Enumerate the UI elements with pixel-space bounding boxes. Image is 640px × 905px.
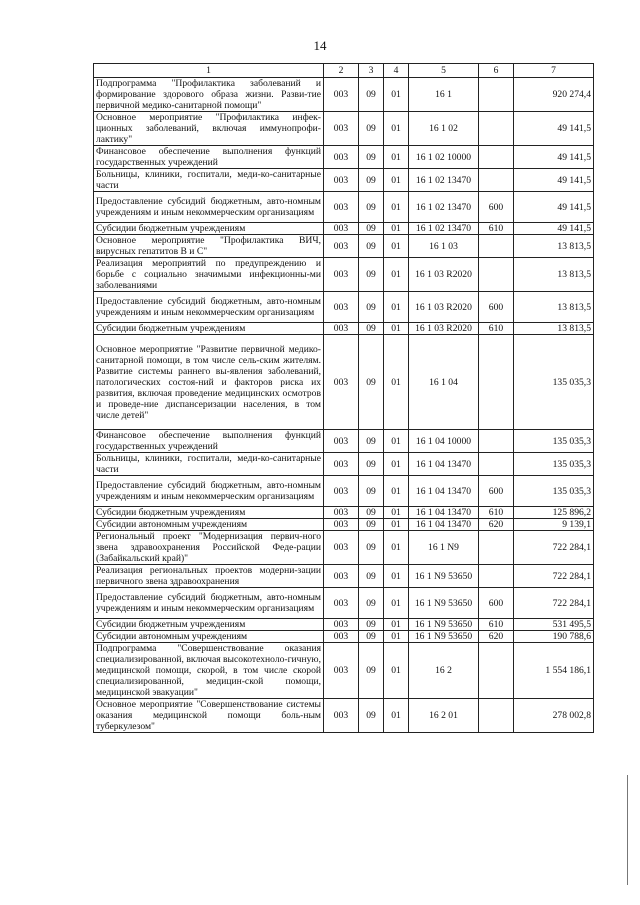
- cell-section: 09: [359, 112, 384, 146]
- row-name: Основное мероприятие "Профилактика инфек-ционных заболеваний, включая иммунопрофи-лактику": [94, 112, 324, 146]
- cell-amount: 49 141,5: [514, 223, 594, 235]
- cell-target-article: 16 1 03 R2020: [409, 258, 479, 292]
- cell-amount: 135 035,3: [514, 430, 594, 453]
- page-number: 14: [313, 38, 327, 53]
- cell-section: 09: [359, 258, 384, 292]
- row-name: Больницы, клиники, госпитали, меди-ко-санитарные части: [94, 453, 324, 476]
- cell-section: 09: [359, 519, 384, 531]
- cell-section: 09: [359, 430, 384, 453]
- cell-subsection: 01: [384, 507, 409, 519]
- cell-subsection: 01: [384, 169, 409, 192]
- cell-subsection: 01: [384, 519, 409, 531]
- cell-ministry: 003: [324, 146, 359, 169]
- table-row: [94, 335, 594, 430]
- cell-subsection: 01: [384, 531, 409, 565]
- cell-section: 09: [359, 643, 384, 699]
- row-name: Субсидии бюджетным учреждениям: [94, 507, 324, 519]
- budget-table: [93, 63, 594, 733]
- cell-ministry: 003: [324, 643, 359, 699]
- cell-section: 09: [359, 323, 384, 335]
- cell-ministry: 003: [324, 192, 359, 223]
- cell-target-article: 16 1: [409, 78, 479, 112]
- cell-subsection: 01: [384, 588, 409, 619]
- column-header: 3: [359, 64, 384, 78]
- table-row: [94, 235, 594, 258]
- cell-section: 09: [359, 588, 384, 619]
- cell-ministry: 003: [324, 78, 359, 112]
- cell-expense-type: 600: [479, 192, 514, 223]
- table-row: [94, 476, 594, 507]
- cell-section: 09: [359, 169, 384, 192]
- column-header: 5: [409, 64, 479, 78]
- cell-section: 09: [359, 335, 384, 430]
- cell-target-article: 16 1 02 13470: [409, 223, 479, 235]
- cell-ministry: 003: [324, 112, 359, 146]
- cell-section: 09: [359, 507, 384, 519]
- cell-amount: 920 274,4: [514, 78, 594, 112]
- cell-ministry: 003: [324, 631, 359, 643]
- cell-section: 09: [359, 631, 384, 643]
- scan-margin-line: [627, 775, 628, 885]
- cell-expense-type: [479, 699, 514, 733]
- cell-amount: 49 141,5: [514, 112, 594, 146]
- cell-ministry: 003: [324, 453, 359, 476]
- cell-subsection: 01: [384, 235, 409, 258]
- cell-target-article: 16 1 03: [409, 235, 479, 258]
- row-name: Субсидии автономным учреждениям: [94, 631, 324, 643]
- cell-expense-type: 610: [479, 323, 514, 335]
- cell-subsection: 01: [384, 643, 409, 699]
- cell-section: 09: [359, 699, 384, 733]
- column-header: 4: [384, 64, 409, 78]
- cell-section: 09: [359, 531, 384, 565]
- table-row: [94, 223, 594, 235]
- table-row: [94, 112, 594, 146]
- table-row: [94, 619, 594, 631]
- row-name: Субсидии бюджетным учреждениям: [94, 223, 324, 235]
- cell-ministry: 003: [324, 235, 359, 258]
- cell-subsection: 01: [384, 430, 409, 453]
- cell-target-article: 16 1 04: [409, 335, 479, 430]
- cell-section: 09: [359, 192, 384, 223]
- cell-amount: 722 284,1: [514, 588, 594, 619]
- cell-subsection: 01: [384, 453, 409, 476]
- cell-target-article: 16 1 02: [409, 112, 479, 146]
- table-row: [94, 323, 594, 335]
- cell-section: 09: [359, 146, 384, 169]
- row-name: Финансовое обеспечение выполнения функций государственных учреждений: [94, 430, 324, 453]
- header-row: [94, 64, 594, 78]
- table-row: [94, 78, 594, 112]
- cell-ministry: 003: [324, 699, 359, 733]
- cell-expense-type: 600: [479, 476, 514, 507]
- table-row: [94, 519, 594, 531]
- cell-expense-type: [479, 258, 514, 292]
- cell-ministry: 003: [324, 335, 359, 430]
- cell-target-article: 16 1 N9 53650: [409, 565, 479, 588]
- cell-expense-type: 600: [479, 588, 514, 619]
- cell-subsection: 01: [384, 258, 409, 292]
- cell-target-article: 16 1 04 13470: [409, 507, 479, 519]
- table-row: [94, 565, 594, 588]
- cell-ministry: 003: [324, 565, 359, 588]
- column-header: 2: [324, 64, 359, 78]
- cell-amount: 49 141,5: [514, 169, 594, 192]
- cell-target-article: 16 1 04 13470: [409, 519, 479, 531]
- table-row: [94, 453, 594, 476]
- column-header: 6: [479, 64, 514, 78]
- cell-amount: 722 284,1: [514, 565, 594, 588]
- cell-target-article: 16 2: [409, 643, 479, 699]
- table-row: [94, 507, 594, 519]
- table-row: [94, 699, 594, 733]
- cell-section: 09: [359, 78, 384, 112]
- cell-subsection: 01: [384, 699, 409, 733]
- cell-expense-type: [479, 235, 514, 258]
- table-row: [94, 631, 594, 643]
- cell-subsection: 01: [384, 476, 409, 507]
- cell-expense-type: [479, 335, 514, 430]
- cell-expense-type: [479, 430, 514, 453]
- cell-expense-type: 600: [479, 292, 514, 323]
- cell-ministry: 003: [324, 476, 359, 507]
- cell-amount: 135 035,3: [514, 476, 594, 507]
- table-row: [94, 169, 594, 192]
- row-name: Субсидии бюджетным учреждениям: [94, 619, 324, 631]
- cell-target-article: 16 2 01: [409, 699, 479, 733]
- cell-subsection: 01: [384, 631, 409, 643]
- cell-amount: 190 788,6: [514, 631, 594, 643]
- table-body: [94, 78, 594, 733]
- row-name: Финансовое обеспечение выполнения функций государственных учреждений: [94, 146, 324, 169]
- cell-ministry: 003: [324, 519, 359, 531]
- cell-amount: 135 035,3: [514, 335, 594, 430]
- cell-subsection: 01: [384, 619, 409, 631]
- cell-section: 09: [359, 476, 384, 507]
- cell-amount: 1 554 186,1: [514, 643, 594, 699]
- cell-target-article: 16 1 02 10000: [409, 146, 479, 169]
- table-row: [94, 643, 594, 699]
- cell-expense-type: [479, 169, 514, 192]
- cell-ministry: 003: [324, 619, 359, 631]
- row-name: Основное мероприятие "Развитие первичной медико-санитарной помощи, в том числе сель-ским жителям. Развитие системы раннего вы-явления заболеваний, патологических состоя-ний и факторов риска их развития, включая проведение медицинских осмотров и проведе-ние диспансеризации населения, в том числе детей": [94, 335, 324, 430]
- cell-target-article: 16 1 03 R2020: [409, 292, 479, 323]
- cell-expense-type: [479, 531, 514, 565]
- cell-subsection: 01: [384, 292, 409, 323]
- cell-amount: 49 141,5: [514, 146, 594, 169]
- cell-amount: 278 002,8: [514, 699, 594, 733]
- cell-amount: 13 813,5: [514, 235, 594, 258]
- cell-subsection: 01: [384, 146, 409, 169]
- table-row: [94, 258, 594, 292]
- cell-section: 09: [359, 292, 384, 323]
- row-name: Предоставление субсидий бюджетным, авто-номным учреждениям и иным некоммерческим организациям: [94, 476, 324, 507]
- row-name: Предоставление субсидий бюджетным, авто-номным учреждениям и иным некоммерческим организациям: [94, 192, 324, 223]
- row-name: Подпрограмма "Совершенствование оказания специализированной, включая высокотехноло-гичную, медицинской помощи, скорой, в том числе скорой специализированной, медицин-ской помощи, медицинской эвакуации": [94, 643, 324, 699]
- cell-target-article: 16 1 N9 53650: [409, 619, 479, 631]
- row-name: Основное мероприятие "Совершенствование системы оказания медицинской помощи боль-ным туберкулезом": [94, 699, 324, 733]
- table-row: [94, 430, 594, 453]
- cell-expense-type: 620: [479, 631, 514, 643]
- cell-ministry: 003: [324, 430, 359, 453]
- row-name: Региональный проект "Модернизация первич-ного звена здравоохранения Российской Феде-рации (Забайкальский край)": [94, 531, 324, 565]
- cell-expense-type: [479, 643, 514, 699]
- cell-amount: 9 139,1: [514, 519, 594, 531]
- cell-expense-type: [479, 565, 514, 588]
- cell-target-article: 16 1 N9: [409, 531, 479, 565]
- cell-subsection: 01: [384, 78, 409, 112]
- row-name: Субсидии бюджетным учреждениям: [94, 323, 324, 335]
- row-name: Субсидии автономным учреждениям: [94, 519, 324, 531]
- cell-ministry: 003: [324, 223, 359, 235]
- cell-ministry: 003: [324, 531, 359, 565]
- cell-target-article: 16 1 N9 53650: [409, 588, 479, 619]
- cell-amount: 49 141,5: [514, 192, 594, 223]
- cell-expense-type: 610: [479, 507, 514, 519]
- cell-subsection: 01: [384, 335, 409, 430]
- cell-expense-type: 610: [479, 223, 514, 235]
- cell-amount: 13 813,5: [514, 292, 594, 323]
- cell-ministry: 003: [324, 323, 359, 335]
- cell-ministry: 003: [324, 258, 359, 292]
- column-header: 1: [94, 64, 324, 78]
- cell-expense-type: [479, 453, 514, 476]
- row-name: Больницы, клиники, госпитали, меди-ко-санитарные части: [94, 169, 324, 192]
- row-name: Реализация региональных проектов модерни-зации первичного звена здравоохранения: [94, 565, 324, 588]
- table-row: [94, 588, 594, 619]
- row-name: Предоставление субсидий бюджетным, авто-номным учреждениям и иным некоммерческим организациям: [94, 588, 324, 619]
- cell-section: 09: [359, 619, 384, 631]
- cell-ministry: 003: [324, 588, 359, 619]
- table-row: [94, 146, 594, 169]
- cell-expense-type: 620: [479, 519, 514, 531]
- cell-ministry: 003: [324, 507, 359, 519]
- cell-ministry: 003: [324, 292, 359, 323]
- cell-amount: 135 035,3: [514, 453, 594, 476]
- cell-amount: 722 284,1: [514, 531, 594, 565]
- cell-amount: 13 813,5: [514, 258, 594, 292]
- cell-target-article: 16 1 02 13470: [409, 169, 479, 192]
- row-name: Основное мероприятие "Профилактика ВИЧ, вирусных гепатитов В и С": [94, 235, 324, 258]
- cell-subsection: 01: [384, 323, 409, 335]
- row-name: Предоставление субсидий бюджетным, авто-номным учреждениям и иным некоммерческим организациям: [94, 292, 324, 323]
- table-row: [94, 292, 594, 323]
- cell-subsection: 01: [384, 223, 409, 235]
- cell-subsection: 01: [384, 112, 409, 146]
- table-row: [94, 192, 594, 223]
- cell-amount: 125 896,2: [514, 507, 594, 519]
- cell-target-article: 16 1 02 13470: [409, 192, 479, 223]
- row-name: Реализация мероприятий по предупреждению и борьбе с социально значимыми инфекционны-ми заболеваниями: [94, 258, 324, 292]
- cell-section: 09: [359, 453, 384, 476]
- cell-section: 09: [359, 565, 384, 588]
- cell-target-article: 16 1 04 13470: [409, 453, 479, 476]
- cell-target-article: 16 1 04 10000: [409, 430, 479, 453]
- cell-subsection: 01: [384, 192, 409, 223]
- cell-section: 09: [359, 223, 384, 235]
- cell-amount: 531 495,5: [514, 619, 594, 631]
- cell-target-article: 16 1 04 13470: [409, 476, 479, 507]
- cell-ministry: 003: [324, 169, 359, 192]
- cell-expense-type: [479, 146, 514, 169]
- cell-expense-type: [479, 78, 514, 112]
- cell-expense-type: [479, 112, 514, 146]
- row-name: Подпрограмма "Профилактика заболеваний и формирование здорового образа жизни. Разви-тие первичной медико-санитарной помощи": [94, 78, 324, 112]
- cell-target-article: 16 1 N9 53650: [409, 631, 479, 643]
- cell-target-article: 16 1 03 R2020: [409, 323, 479, 335]
- cell-subsection: 01: [384, 565, 409, 588]
- cell-section: 09: [359, 235, 384, 258]
- cell-expense-type: 610: [479, 619, 514, 631]
- column-header: 7: [514, 64, 594, 78]
- cell-amount: 13 813,5: [514, 323, 594, 335]
- table-row: [94, 531, 594, 565]
